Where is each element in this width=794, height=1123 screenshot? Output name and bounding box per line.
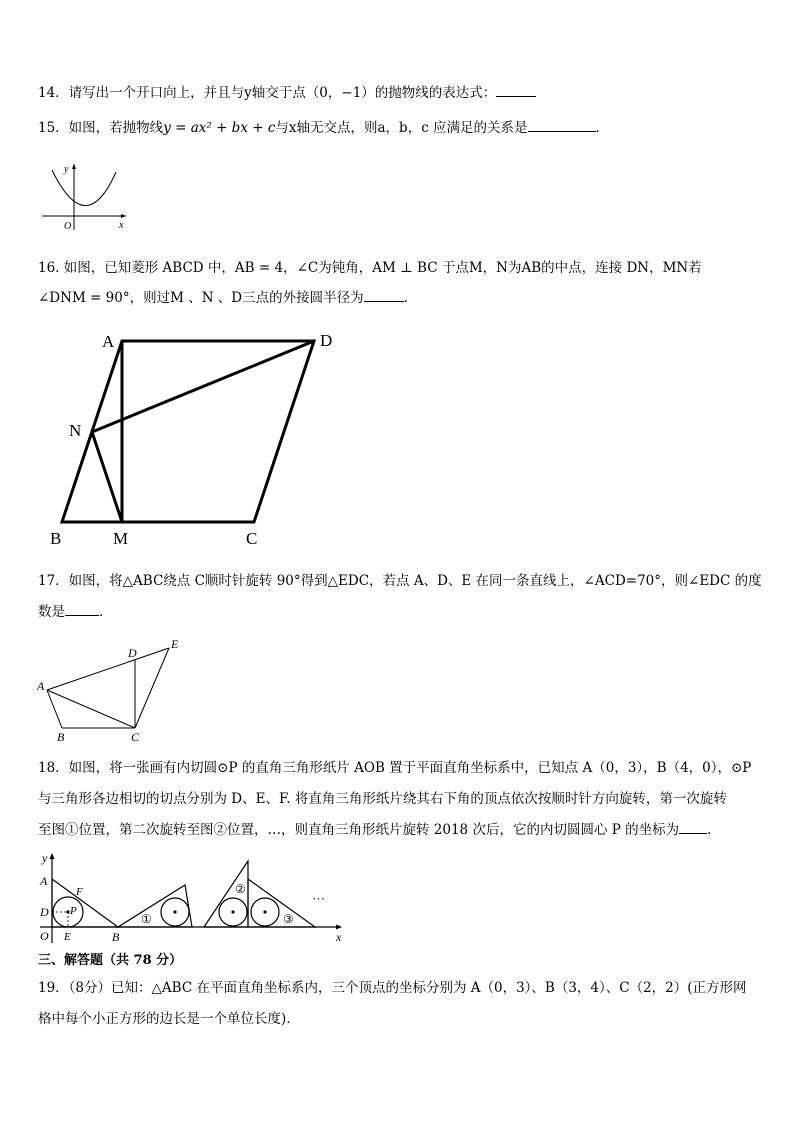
x-axis-label: x [119,220,124,231]
label-p: P [70,905,77,917]
question-16-line-2 [38,289,408,307]
label-d: D [40,905,49,919]
rotation-triangles-figure [34,851,350,947]
label-e: E [64,931,71,943]
question-14-text: 14．请写出一个开口向上，并且与y轴交于点（0，−1）的抛物线的表达式： [38,85,497,101]
y-axis-label: y [64,164,69,175]
rhombus-figure [44,328,344,552]
question-16-end: . [403,290,408,306]
question-18-line-1: 18．如图，将一张画有内切圆⊙P 的直角三角形纸片 AOB 置于平面直角坐标系中，已知点 A（0，3），B（4，0），⊙P [38,760,752,776]
segment-ae [47,648,169,690]
answer-blank [65,603,99,616]
rhombus-abcd [62,341,314,522]
label-circle-1: ① [141,912,152,926]
question-18-end: . [707,822,712,838]
label-b: B [57,730,65,744]
label-b: B [50,529,62,548]
section-heading: 三、解答题（共 78 分） [38,953,183,968]
question-15-end: ． [595,120,610,136]
question-15-text-b: 与x轴无交点，则a，b，c 应满足的关系是 [275,120,528,136]
label-a: A [37,679,45,693]
label-c: C [131,730,140,744]
label-c: C [246,529,258,548]
label-d: D [320,331,333,350]
y-axis-arrow [50,853,55,859]
question-18-text: 至图①位置，第二次旋转至图②位置，…，则直角三角形纸片旋转 2018 次后，它的内切圆圆心 P 的坐标为 [38,822,680,838]
label-circle-2: ② [235,882,246,896]
parabola-curve [52,170,116,206]
triangle-aob [52,879,118,927]
answer-blank [528,119,596,132]
answer-blank [679,821,707,834]
label-y: y [42,851,48,865]
segment-ec [135,648,169,728]
question-18-line-3 [38,821,711,839]
question-17-text: 数是 [38,604,65,620]
label-b: B [112,930,120,944]
label-a: A [102,332,115,351]
question-17-end: ． [99,604,113,620]
label-circle-3: ③ [283,912,294,926]
segment-nd [92,341,314,432]
parabola-formula: y = ax² + bx + c [163,120,276,136]
question-15-text-a: 15．如图，若抛物线 [38,120,164,136]
q15-figure [38,158,130,234]
label-a: A [40,874,48,888]
continuation-dots: ··· [312,891,325,906]
x-axis-arrow [336,925,342,930]
answer-blank [364,289,404,302]
question-19-line-1: 19．（8分）已知：△ABC 在平面直角坐标系内，三个顶点的坐标分别为 A（0，3）、B（3，4）、C（2，2）(正方形网 [38,980,747,996]
answer-blank [496,84,536,97]
triangle-1 [118,885,192,927]
question-14 [38,84,536,102]
x-axis-arrow [121,214,126,218]
label-m: M [113,529,129,548]
question-16-line-1: 16. 如图，已知菱形 ABCD 中，AB = 4，∠C为钝角，AM ⊥ BC 于点M，N为AB的中点，连接 DN，MN若 [38,260,702,276]
label-d: D [128,646,137,660]
question-17-line-1: 17．如图，将△ABC绕点 C顺时针旋转 90°得到△EDC，若点 A、D、E 在同一条直线上，∠ACD=70°，则∠EDC 的度 [38,573,762,589]
center-1 [173,910,176,913]
label-f: F [76,886,83,898]
question-15 [38,119,609,137]
label-o: O [40,929,49,943]
rotation-figure [34,634,194,746]
center-2 [231,910,234,913]
center-3 [263,910,266,913]
label-e: E [171,637,179,651]
question-17-line-2 [38,603,113,621]
triangle-3 [248,879,315,927]
question-16-text: ∠DNM = 90°，则过M 、N 、D三点的外接圆半径为 [38,290,364,306]
label-n: N [69,421,82,440]
question-18-line-2: 与三角形各边相切的切点分别为 D、E、F. 将直角三角形纸片绕其右下角的顶点依次按顺时针方向旋转，第一次旋转 [38,791,727,807]
y-axis-arrow [72,164,76,169]
segment-nm [92,432,122,522]
question-19-line-2: 格中每个小正方形的边长是一个单位长度). [38,1011,291,1027]
label-x: x [336,930,342,944]
origin-label: O [64,221,72,232]
